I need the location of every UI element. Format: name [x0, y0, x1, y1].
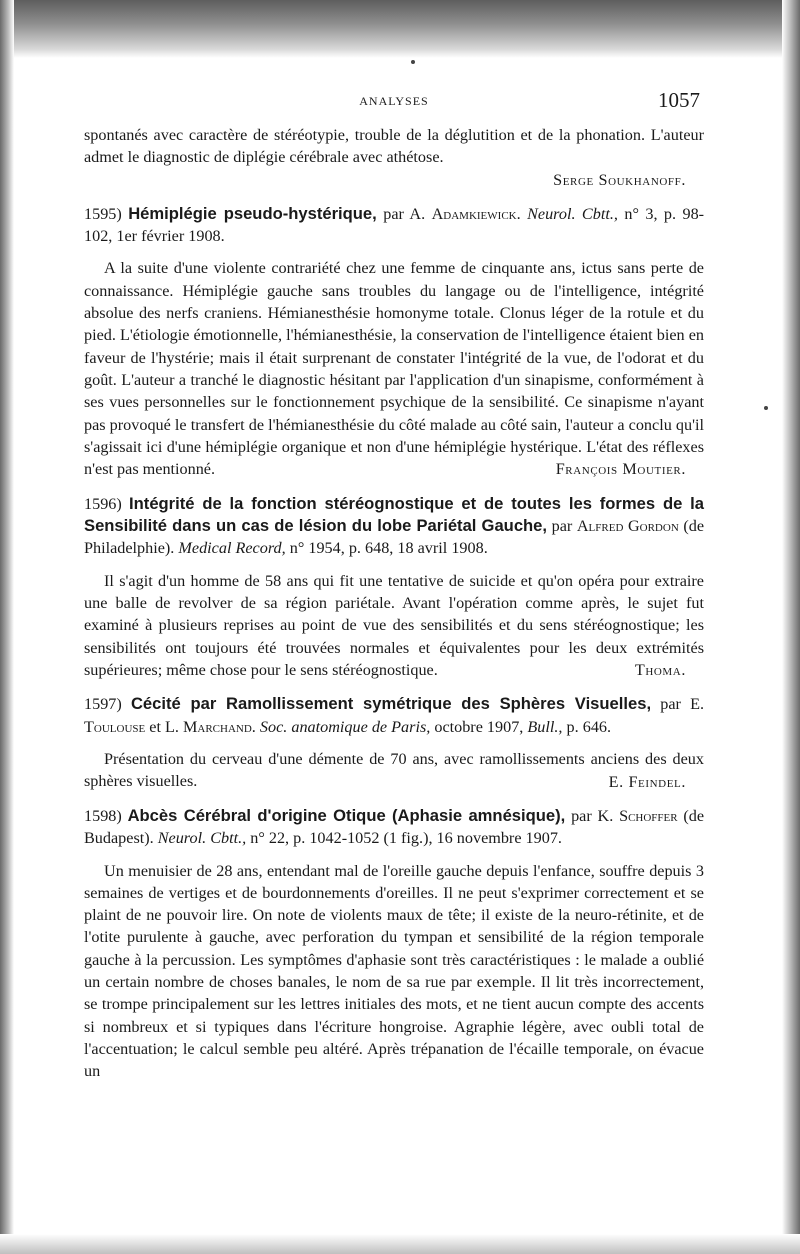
- entry-heading: [84, 493, 704, 560]
- entry-number: 1596): [84, 494, 122, 513]
- journal-name: Neurol. Cbtt.,: [527, 204, 618, 223]
- ref-suffix: octobre 1907,: [434, 717, 524, 736]
- ref-prefix: par: [551, 517, 573, 536]
- ref-suffix-2: p. 646.: [566, 717, 612, 736]
- entry-signature: Thoma.: [634, 661, 686, 680]
- entry-title: Hémiplégie pseudo-hystérique,: [128, 203, 377, 223]
- running-title: ANALYSES: [359, 94, 429, 108]
- journal-name: Soc. anatomique de Paris,: [259, 717, 431, 736]
- entry-body: Un menuisier de 28 ans, entendant mal de l'oreille gauche depuis l'enfance, souffre depuis 3 semaines de vertiges et de bourdonnements d'oreilles. Il ne peut s'exprimer correctement et se plaint de ne pouvoir lire. On note de violents maux de tête; il existe de la neuro-rétinite, et de l'otite purulente à gauche, avec perforation du tympan et sensibilité de la région temporale gauche à la percussion. Les symptômes d'aphasie sont très caractéristiques : le malade a oublié un certain nombre de choses banales, le nom de sa rue par exemple. Il lit très incorrectement, se trompe principalement sur les lettres initiales des mots, et ne tient aucun compte des accents si nombreux et si typiques dans l'écriture hongroise. Agraphie légère, avec oubli total de l'accentuation; le calcul semble peu altéré. Après trépanation de l'écaille temporale, on évacue un: [84, 861, 704, 1081]
- entry-body: Présentation du cerveau d'une démente de 70 ans, avec ramollissements anciens des deux sphères visuelles.: [84, 750, 704, 791]
- journal-name: Neurol. Cbtt.,: [157, 829, 247, 848]
- entry-body: Il s'agit d'un homme de 58 ans qui fit une tentative de suicide et qu'on opéra pour extraire une balle de revolver de sa région pariétale. Avant l'opération comme après, le sujet fut examiné à plusieurs reprises au point de vue des sensibilités et du sens stéréognostique; les sensibilités ont toujours été trouvées normales et équivalentes pour les deux extrémités supérieures; même chose pour le sens stéréognostique.: [84, 571, 704, 679]
- ref-suffix: n° 3, p. 98-102, 1er février 1908.: [84, 204, 705, 246]
- entry-author: Toulouse: [84, 717, 146, 736]
- entry-author: Adamkiewick.: [431, 204, 521, 223]
- ref-middle: (de Philadelphie).: [84, 517, 705, 558]
- entry-heading: [84, 203, 704, 248]
- ref-suffix: n° 1954, p. 648, 18 avril 1908.: [289, 539, 488, 558]
- ref-prefix: par K.: [571, 806, 614, 825]
- scan-shadow-bottom: [0, 1234, 800, 1254]
- ref-prefix: par E.: [660, 695, 705, 714]
- entry-heading: [84, 693, 704, 738]
- entry-1596: [84, 493, 704, 682]
- intro-signature: Serge Soukhanoff.: [553, 170, 686, 189]
- scan-speck: [411, 60, 415, 64]
- entry-author: Alfred Gordon: [576, 517, 679, 536]
- journal-name-2: Bull.,: [527, 717, 563, 736]
- ref-prefix: par A.: [383, 204, 426, 223]
- intro-paragraph: spontanés avec caractère de stéréotypie, trouble de la déglutition et de la phonation. L'auteur admet le diagnostic de diplégie cérébrale avec athétose.: [84, 126, 704, 167]
- entry-number: 1597): [84, 695, 122, 714]
- ref-middle: et L.: [149, 717, 179, 736]
- entry-1595: [84, 203, 704, 481]
- entry-signature: François Moutier.: [555, 460, 686, 479]
- entry-body: A la suite d'une violente contrariété chez une femme de cinquante ans, ictus sans perte de connaissance. Hémiplégie gauche sans troubles du langage ou de l'intelligence, intégrité absolue des nerfs craniens. Hémianesthésie homonyme totale. Clonus léger de la rotule et du pied. L'étiologie émotionnelle, l'hémianesthésie, la conservation de l'intelligence étaient bien en faveur de l'hystérie; mais il était surprenant de constater l'intégrité de la vue, de l'odorat et du goût. L'auteur a tranché le diagnostic hésitant par l'application d'un sinapisme, conformément à ses vues personnelles sur le fonctionnement psychique de la sensibilité. Ce sinapisme n'ayant pas provoqué le transfert de l'hémianesthésie du côté malade au côté sain, l'auteur a conclu qu'il s'agissait ici d'une hémiplégie organique et non d'une hémiplégie hystérique. L'état des réflexes n'est pas mentionné.: [84, 259, 704, 479]
- entry-title: Cécité par Ramollissement symétrique des Sphères Visuelles,: [130, 694, 652, 714]
- entry-author: Schoffer: [619, 806, 678, 825]
- entry-title: Intégrité de la fonction stéréognostique et de toutes les formes de la Sensibilité dans un cas de lésion du lobe Pariétal Gauche,: [84, 493, 704, 536]
- scan-shadow-top: [0, 0, 800, 58]
- ref-middle: (de Budapest).: [84, 806, 705, 848]
- page-text: [84, 124, 704, 1082]
- entry-author-2: Marchand.: [183, 717, 256, 736]
- entry-heading: [84, 805, 704, 850]
- journal-name: Medical Record,: [178, 539, 286, 558]
- entry-1598: [84, 805, 704, 1083]
- page-header: [88, 88, 700, 114]
- ref-suffix: n° 22, p. 1042-1052 (1 fig.), 16 novembre 1907.: [250, 829, 562, 848]
- entry-number: 1595): [84, 204, 122, 223]
- entry-signature: E. Feindel.: [608, 772, 686, 791]
- page-number: 1057: [658, 88, 700, 112]
- scan-shadow-right: [782, 0, 800, 1254]
- entry-number: 1598): [84, 806, 122, 825]
- entry-title: Abcès Cérébral d'origine Otique (Aphasie amnésique),: [127, 805, 566, 825]
- scan-shadow-left: [0, 0, 14, 1254]
- entry-1597: [84, 693, 704, 792]
- scan-speck: [764, 406, 768, 410]
